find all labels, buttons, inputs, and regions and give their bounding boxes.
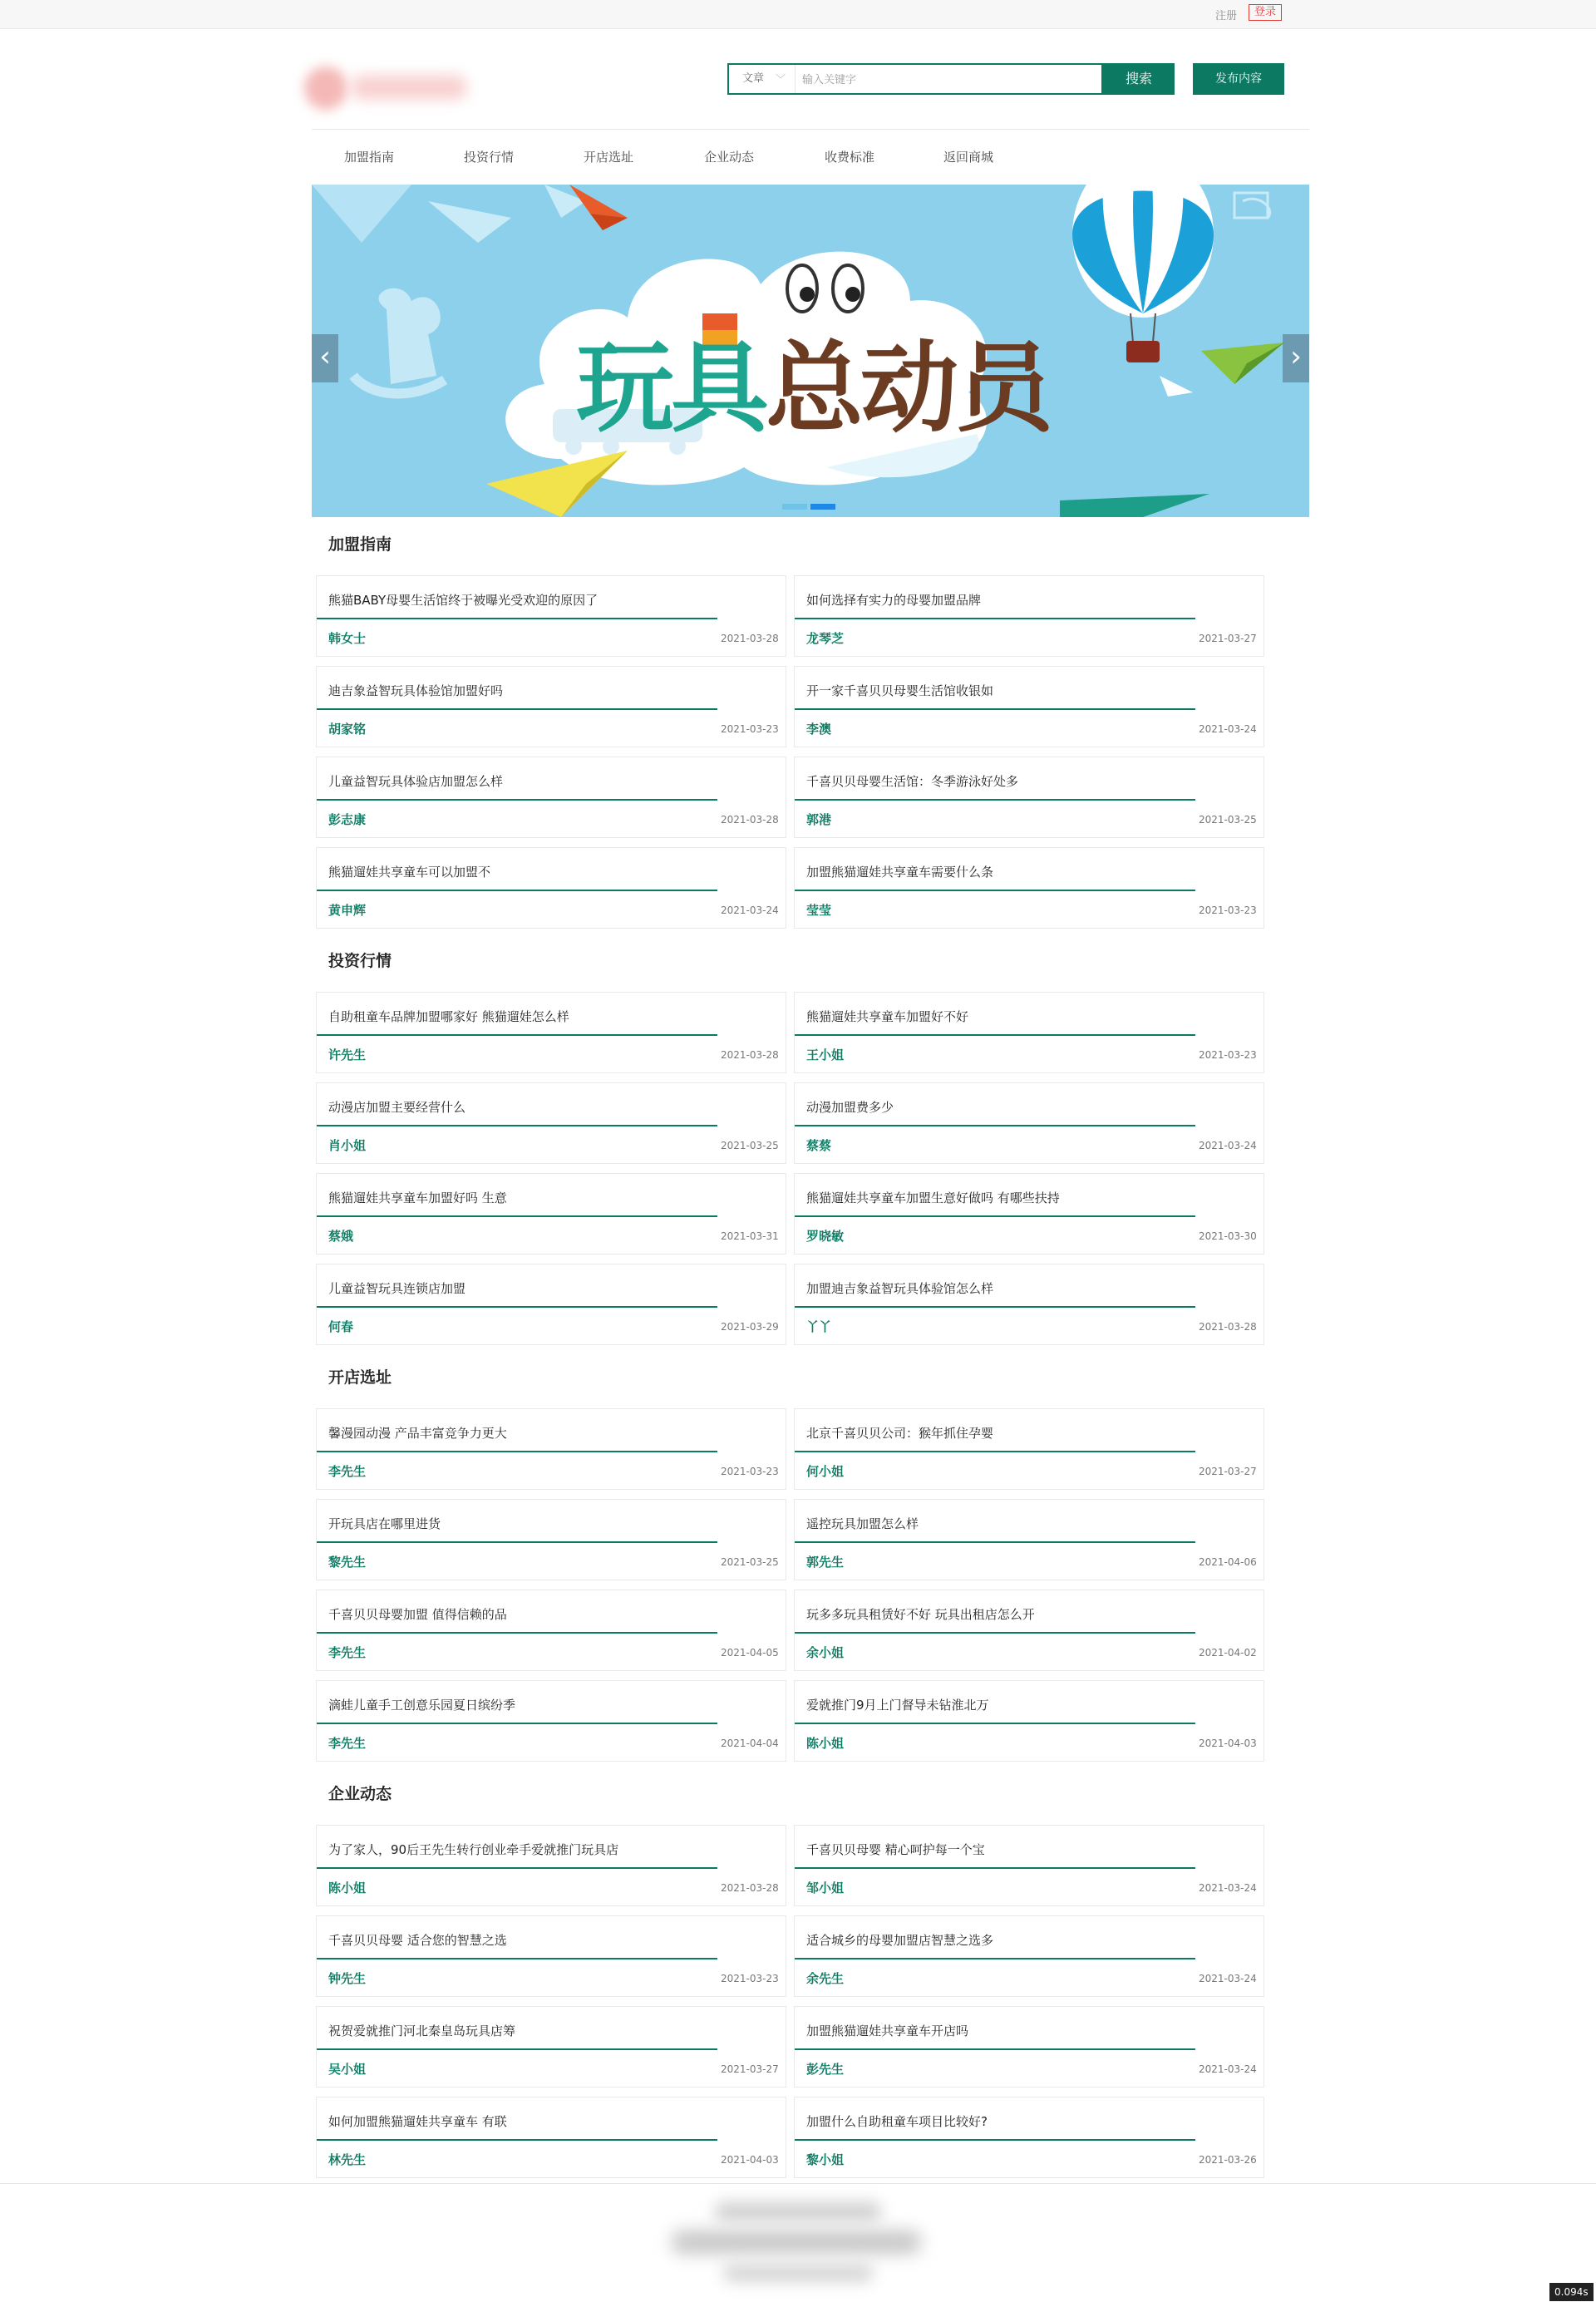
section-title: 投资行情 [328,952,392,970]
article-date: 2021-04-04 [721,1738,779,1749]
article-author[interactable]: 莹莹 [806,903,832,918]
divider [317,1723,717,1724]
article-author[interactable]: 罗晓敏 [806,1229,845,1244]
article-date: 2021-03-23 [721,723,779,735]
divider [795,1451,1195,1452]
article-author[interactable]: 陈小姐 [328,1881,367,1895]
divider [317,708,717,710]
divider [317,1215,717,1217]
login-button[interactable]: 登录 [1249,4,1282,21]
article-author[interactable]: 李澳 [806,722,832,737]
article-date: 2021-03-25 [1199,814,1257,826]
article-date: 2021-04-03 [721,2154,779,2166]
article-author[interactable]: 邹小姐 [806,1881,845,1895]
article-card[interactable] [794,1680,1264,1762]
article-card[interactable] [794,2006,1264,2088]
divider [795,890,1195,891]
article-title[interactable]: 祝贺爱就推门河北秦皇岛玩具店筹 [328,2023,516,2038]
article-author[interactable]: 王小姐 [806,1047,845,1062]
article-date: 2021-03-28 [721,1882,779,1894]
section-title: 企业动态 [328,1785,392,1803]
article-card[interactable] [316,1408,786,1490]
article-author[interactable]: 林先生 [328,2152,367,2167]
divider [795,2139,1195,2141]
article-title[interactable]: 动漫加盟费多少 [806,1100,894,1115]
article-title[interactable]: 熊猫BABY母婴生活馆终于被曝光受欢迎的原因了 [328,593,598,608]
article-date: 2021-03-23 [721,1973,779,1984]
search-category-select[interactable] [729,65,796,93]
article-author[interactable]: 丫丫 [806,1319,832,1334]
divider [317,1867,717,1869]
main-nav [312,129,1309,185]
nav-item-investment[interactable]: 投资行情 [464,150,515,165]
article-card[interactable] [316,575,786,657]
article-date: 2021-03-23 [1199,905,1257,916]
article-title[interactable]: 开玩具店在哪里进货 [328,1516,441,1531]
site-logo[interactable] [299,60,474,111]
article-title[interactable]: 熊猫遛娃共享童车加盟生意好做吗 有哪些扶持 [806,1190,1060,1205]
article-date: 2021-03-29 [721,1321,779,1333]
article-author[interactable]: 李先生 [328,1464,367,1479]
article-date: 2021-03-28 [721,814,779,826]
article-date: 2021-03-24 [1199,2063,1257,2075]
article-date: 2021-03-27 [1199,1466,1257,1477]
logo-mark [304,67,347,110]
divider [317,1034,717,1036]
article-title[interactable]: 爱就推门9月上门督导未钻淮北万 [806,1698,989,1713]
article-card[interactable] [794,1590,1264,1671]
article-title[interactable]: 为了家人，90后王先生转行创业牵手爱就推门玩具店 [328,1842,619,1857]
article-author[interactable]: 李先生 [328,1645,367,1660]
divider [317,618,717,619]
section-title: 开店选址 [328,1368,392,1387]
article-card[interactable] [316,1499,786,1580]
article-date: 2021-03-24 [1199,1973,1257,1984]
divider [795,1958,1195,1959]
article-author[interactable]: 肖小姐 [328,1138,367,1153]
search-box [727,63,1103,95]
article-card[interactable] [316,2097,786,2178]
search-category-label: 文章 [742,72,765,85]
article-card[interactable] [794,2097,1264,2178]
article-date: 2021-03-25 [721,1140,779,1151]
article-date: 2021-04-02 [1199,1647,1257,1659]
article-author[interactable]: 蔡娥 [328,1229,354,1244]
article-author[interactable]: 蔡蔡 [806,1138,832,1153]
article-author[interactable]: 余先生 [806,1971,845,1986]
article-author[interactable]: 钟先生 [328,1971,367,1986]
article-author[interactable]: 龙琴芝 [806,631,845,646]
article-title[interactable]: 适合城乡的母婴加盟店智慧之选多 [806,1933,994,1948]
top-bar [0,0,1596,29]
article-date: 2021-03-24 [1199,723,1257,735]
article-author[interactable]: 郭先生 [806,1555,845,1570]
article-card[interactable] [316,2006,786,2088]
article-author[interactable]: 郭港 [806,812,832,827]
article-title[interactable]: 熊猫遛娃共享童车加盟好吗 生意 [328,1190,507,1205]
article-author[interactable]: 胡家铭 [328,722,367,737]
article-title[interactable]: 如何选择有实力的母婴加盟品牌 [806,593,982,608]
article-date: 2021-03-28 [1199,1321,1257,1333]
banner-title [576,309,1050,451]
divider [795,1867,1195,1869]
article-title[interactable]: 北京千喜贝贝公司：猴年抓住孕婴 [806,1426,994,1441]
article-title[interactable]: 自助租童车品牌加盟哪家好 熊猫遛娃怎么样 [328,1009,569,1024]
article-author[interactable]: 陈小姐 [806,1736,845,1751]
article-date: 2021-03-24 [1199,1882,1257,1894]
article-card[interactable] [316,1590,786,1671]
article-date: 2021-03-24 [1199,1140,1257,1151]
article-card[interactable] [794,1173,1264,1255]
article-card[interactable] [794,1915,1264,1997]
article-author[interactable]: 彭先生 [806,2062,845,2077]
article-title[interactable]: 千喜贝贝母婴 精心呵护每一个宝 [806,1842,985,1857]
divider [795,1541,1195,1543]
page-load-timer: 0.094s [1549,2283,1594,2301]
divider [317,1632,717,1634]
article-date: 2021-03-30 [1199,1230,1257,1242]
article-title[interactable]: 滴蛙儿童手工创意乐园夏日缤纷季 [328,1698,516,1713]
divider [317,2139,717,2141]
divider [317,799,717,801]
divider [317,1541,717,1543]
banner-carousel[interactable] [312,185,1309,517]
divider [795,1306,1195,1308]
article-author[interactable]: 许先生 [328,1047,367,1062]
article-title[interactable]: 熊猫遛娃共享童车可以加盟不 [328,865,491,880]
carousel-dot-1[interactable] [782,504,807,510]
article-date: 2021-03-28 [721,633,779,644]
article-card[interactable] [316,1825,786,1906]
nav-item-join-guide[interactable]: 加盟指南 [344,150,395,165]
divider [795,1125,1195,1126]
article-title[interactable]: 儿童益智玩具体验店加盟怎么样 [328,774,504,789]
divider [317,1451,717,1452]
divider [317,2048,717,2050]
article-author[interactable]: 李先生 [328,1736,367,1751]
article-card[interactable] [794,847,1264,929]
article-card[interactable] [316,1264,786,1345]
article-author[interactable]: 黎小姐 [806,2152,845,2167]
nav-item-fees[interactable]: 收费标准 [825,150,875,165]
section-title: 加盟指南 [328,535,392,554]
article-title[interactable]: 儿童益智玩具连锁店加盟 [328,1281,466,1296]
divider [317,1306,717,1308]
carousel-next-arrow-icon[interactable]: › [1283,334,1309,382]
article-title[interactable]: 加盟熊猫遛娃共享童车开店吗 [806,2023,969,2038]
article-author[interactable]: 吴小姐 [328,2062,367,2077]
article-date: 2021-03-23 [721,1466,779,1477]
search-button[interactable]: 搜索 [1103,63,1175,95]
article-title[interactable]: 迪吉象益智玩具体验馆加盟好吗 [328,683,504,698]
footer-blurred-line-1 [715,2202,881,2221]
chevron-down-icon: ﹀ [776,73,786,85]
divider [795,708,1195,710]
carousel-prev-arrow-icon[interactable]: ‹ [312,334,338,382]
article-title[interactable]: 加盟什么自助租童车项目比较好? [806,2114,988,2129]
article-title[interactable]: 千喜贝贝母婴 适合您的智慧之选 [328,1933,507,1948]
footer-blurred-line-2 [672,2231,921,2254]
article-author[interactable]: 余小姐 [806,1645,845,1660]
article-card[interactable] [794,666,1264,747]
article-date: 2021-03-27 [1199,633,1257,644]
article-title[interactable]: 千喜贝贝母婴加盟 值得信赖的品 [328,1607,507,1622]
article-date: 2021-03-27 [721,2063,779,2075]
article-author[interactable]: 黄申辉 [328,903,367,918]
article-card[interactable] [794,1825,1264,1906]
nav-item-company-news[interactable]: 企业动态 [704,150,755,165]
article-author[interactable]: 何春 [328,1319,354,1334]
divider [795,1034,1195,1036]
divider [795,2048,1195,2050]
article-title[interactable]: 千喜贝贝母婴生活馆：冬季游泳好处多 [806,774,1019,789]
article-card[interactable] [316,1915,786,1997]
article-card[interactable] [794,575,1264,657]
article-card[interactable] [316,992,786,1073]
article-author[interactable]: 黎先生 [328,1555,367,1570]
article-title[interactable]: 馨漫园动漫 产品丰富竞争力更大 [328,1426,507,1441]
article-title[interactable]: 动漫店加盟主要经营什么 [328,1100,466,1115]
article-date: 2021-04-03 [1199,1738,1257,1749]
article-date: 2021-04-05 [721,1647,779,1659]
article-date: 2021-03-31 [721,1230,779,1242]
carousel-dot-2[interactable] [810,504,835,510]
divider [317,1958,717,1959]
nav-item-store-location[interactable]: 开店选址 [584,150,634,165]
article-date: 2021-03-25 [721,1556,779,1568]
article-card[interactable] [794,1264,1264,1345]
divider [795,1215,1195,1217]
article-card[interactable] [316,666,786,747]
article-author[interactable]: 韩女士 [328,631,367,646]
article-title[interactable]: 如何加盟熊猫遛娃共享童车 有联 [328,2114,507,2129]
article-title[interactable]: 玩多多玩具租赁好不好 玩具出租店怎么开 [806,1607,1035,1622]
logo-wordmark [351,75,467,100]
article-card[interactable] [794,992,1264,1073]
article-date: 2021-04-06 [1199,1556,1257,1568]
article-title[interactable]: 遥控玩具加盟怎么样 [806,1516,919,1531]
nav-item-back-to-mall[interactable]: 返回商城 [943,150,994,165]
footer [0,2183,1596,2302]
banner-title-part2: 总动员 [766,331,1051,446]
register-link[interactable]: 注册 [1215,10,1238,22]
article-card[interactable] [794,1082,1264,1164]
article-date: 2021-03-23 [1199,1049,1257,1061]
article-date: 2021-03-24 [721,905,779,916]
article-author[interactable]: 彭志康 [328,812,367,827]
divider [795,799,1195,801]
divider [795,1723,1195,1724]
footer-blurred-line-3 [723,2264,873,2282]
article-card[interactable] [316,1173,786,1255]
article-date: 2021-03-26 [1199,2154,1257,2166]
article-card[interactable] [794,1408,1264,1490]
article-title[interactable]: 熊猫遛娃共享童车加盟好不好 [806,1009,969,1024]
banner-title-part1: 玩具 [576,331,766,446]
article-card[interactable] [794,1499,1264,1580]
article-card[interactable] [794,757,1264,838]
divider [795,618,1195,619]
carousel-dots [782,497,839,513]
article-author[interactable]: 何小姐 [806,1464,845,1479]
divider [317,890,717,891]
publish-button[interactable]: 发布内容 [1193,63,1284,95]
divider [795,1632,1195,1634]
article-card[interactable] [316,757,786,838]
article-title[interactable]: 加盟迪吉象益智玩具体验馆怎么样 [806,1281,994,1296]
article-card[interactable] [316,1680,786,1762]
article-card[interactable] [316,1082,786,1164]
article-title[interactable]: 加盟熊猫遛娃共享童车需要什么条 [806,865,994,880]
article-card[interactable] [316,847,786,929]
article-date: 2021-03-28 [721,1049,779,1061]
article-title[interactable]: 开一家千喜贝贝母婴生活馆收银如 [806,683,994,698]
divider [317,1125,717,1126]
search-input[interactable] [797,65,1103,95]
